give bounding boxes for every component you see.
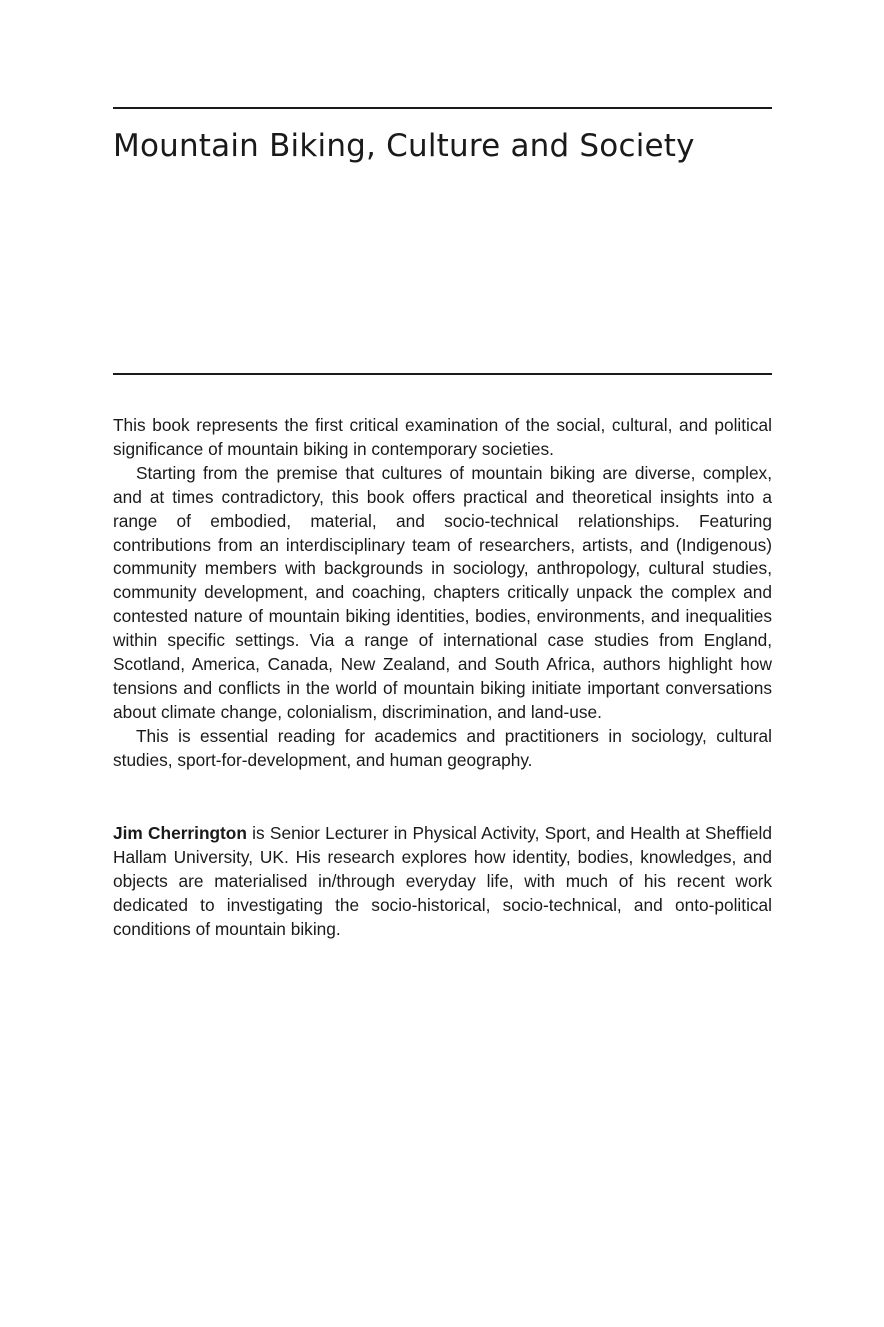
description-paragraph-3: This is essential reading for academics and practitioners in sociology, cultural studies, sport-for-development, and human geography. (113, 725, 772, 770)
author-bio-text: is Senior Lecturer in Physical Activity, Sport, and Health at Sheffield Hallam University, UK. His research explores how identity, bodies, knowledges, and objects are materialised in/through everyday life, with much of his recent work dedicated to investigating the socio-historical, socio-technical, and onto-political conditions of mountain biking. (113, 823, 772, 939)
author-bio (113, 822, 772, 942)
book-description (113, 414, 772, 773)
description-paragraph-1: This book represents the first critical examination of the social, cultural, and political significance of mountain biking in contemporary societies. (113, 415, 772, 459)
title-top-rule (113, 107, 772, 109)
author-name: Jim Cherrington (113, 823, 247, 843)
book-title: Mountain Biking, Culture and Society (113, 128, 695, 164)
description-paragraph-2: Starting from the premise that cultures of mountain biking are diverse, complex, and at times contradictory, this book offers practical and theoretical insights into a range of embodied, material, and socio-technical relationships. Featuring contributions from an interdisciplinary team of researchers, artists, and (Indigenous) community members with backgrounds in sociology, anthropology, cultural studies, community development, and coaching, chapters critically unpack the complex and contested nature of mountain biking identities, bodies, environments, and inequalities within specific settings. Via a range of international case studies from England, Scotland, America, Canada, New Zealand, and South Africa, authors highlight how tensions and conflicts in the world of mountain biking initiate important conversations about climate change, colonialism, discrimination, and land-use. (113, 462, 772, 722)
title-bottom-rule (113, 373, 772, 375)
